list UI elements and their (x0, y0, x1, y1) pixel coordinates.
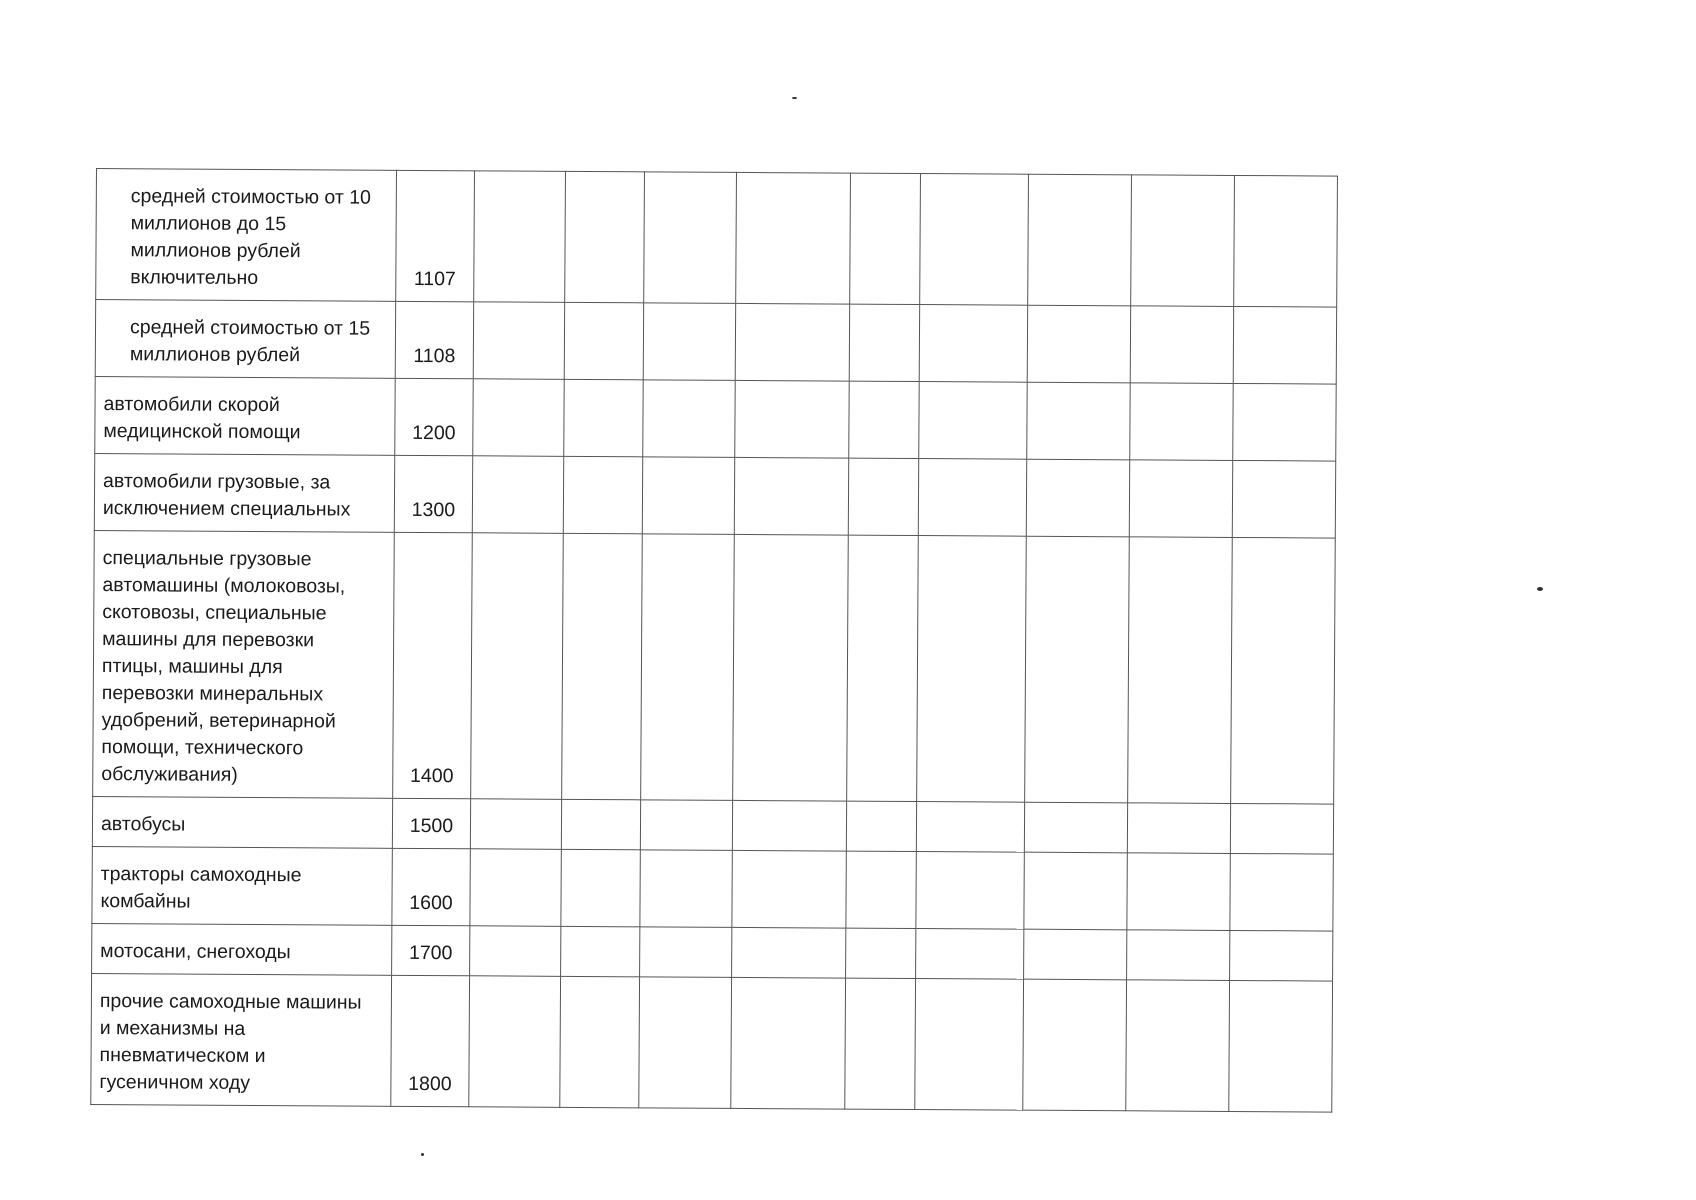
row-label-cell (92, 796, 392, 848)
row-code: 1300 (394, 455, 472, 532)
empty-cell (732, 850, 846, 928)
row-label: автобусы (100, 813, 186, 836)
empty-cell (919, 305, 1027, 383)
empty-cell (735, 303, 849, 381)
empty-cell (846, 801, 916, 851)
empty-cell (920, 174, 1029, 306)
empty-cell (847, 535, 919, 801)
row-label-cell (92, 923, 392, 975)
empty-cell (640, 800, 732, 851)
empty-cell (1127, 930, 1230, 981)
empty-cell (1028, 174, 1132, 306)
row-code: 1700 (392, 925, 470, 975)
row-label-cell (92, 846, 392, 925)
empty-cell (642, 457, 734, 535)
empty-cell (919, 382, 1027, 460)
empty-cell (845, 978, 916, 1109)
empty-cell (643, 303, 735, 381)
empty-cell (1026, 459, 1129, 537)
row-label-cell (94, 453, 394, 532)
row-label: средней стоимостью от 10 миллионов до 15 миллионов рублей включительно (130, 185, 372, 289)
empty-cell (562, 533, 643, 799)
empty-cell (734, 457, 848, 535)
empty-cell (641, 534, 735, 801)
vehicle-table (90, 168, 1338, 1113)
empty-cell (735, 380, 849, 458)
empty-cell (1231, 537, 1336, 804)
empty-cell (473, 379, 564, 457)
empty-cell (1024, 802, 1127, 853)
empty-cell (474, 171, 566, 303)
row-code: 1500 (392, 798, 470, 848)
row-code: 1600 (392, 848, 470, 925)
empty-cell (1129, 460, 1232, 538)
row-label: тракторы самоходные комбайны (100, 863, 302, 913)
empty-cell (916, 929, 1024, 980)
empty-cell (561, 799, 640, 849)
empty-cell (1130, 306, 1233, 384)
empty-cell (473, 302, 564, 380)
empty-cell (1127, 803, 1230, 854)
empty-cell (1127, 853, 1230, 931)
table-row (93, 530, 1336, 804)
table-row (92, 923, 1333, 981)
empty-cell (560, 976, 640, 1107)
row-label: специальные грузовые автомашины (молоковозы, скотовозы, специальные машины для перевозки птицы, машины для перевозки минеральных удобрений, ветеринарной помощи, технического обслуживания) (101, 547, 346, 786)
empty-cell (1128, 537, 1233, 804)
row-code: 1108 (395, 301, 473, 378)
table-row (92, 796, 1333, 854)
empty-cell (1230, 930, 1333, 981)
row-label: автомобили грузовые, за исключением специальных (102, 470, 351, 521)
empty-cell (564, 379, 643, 456)
empty-cell (1025, 536, 1130, 803)
empty-cell (640, 850, 732, 928)
empty-cell (846, 928, 916, 978)
empty-cell (1230, 803, 1333, 854)
empty-cell (640, 927, 732, 978)
empty-cell (1024, 852, 1127, 930)
empty-cell (733, 534, 849, 801)
row-label: прочие самоходные машины и механизмы на пневматическом и гусеничном ходу (99, 990, 362, 1094)
row-code: 1107 (396, 170, 475, 301)
empty-cell (1027, 305, 1130, 383)
row-label: средней стоимостью от 15 миллионов рублей (129, 316, 371, 367)
empty-cell (849, 381, 919, 458)
empty-cell (917, 536, 1027, 803)
row-code: 1800 (391, 975, 470, 1106)
row-code: 1400 (393, 532, 473, 798)
empty-cell (731, 977, 846, 1109)
empty-cell (564, 302, 643, 379)
empty-cell (850, 173, 921, 304)
table-row (91, 973, 1333, 1112)
scan-speck (792, 97, 797, 99)
empty-cell (471, 533, 564, 800)
empty-cell (1024, 929, 1127, 980)
table-row (94, 453, 1335, 538)
empty-cell (1027, 382, 1130, 460)
empty-cell (1232, 460, 1335, 538)
empty-cell (1131, 175, 1235, 307)
empty-cell (915, 979, 1024, 1111)
row-label-cell (96, 169, 397, 302)
row-label-cell (93, 530, 395, 798)
empty-cell (470, 926, 561, 977)
scan-speck (421, 1153, 424, 1156)
empty-cell (644, 172, 737, 304)
row-label-cell (95, 376, 395, 455)
empty-cell (732, 800, 846, 851)
empty-cell (736, 172, 851, 304)
empty-cell (1233, 306, 1336, 384)
table-body (91, 169, 1338, 1113)
empty-cell (1023, 979, 1127, 1111)
table-row (92, 846, 1333, 931)
scan-speck (1537, 587, 1543, 591)
empty-cell (732, 927, 846, 978)
table-row (96, 169, 1338, 308)
empty-cell (561, 849, 640, 926)
empty-cell (916, 802, 1024, 853)
empty-cell (916, 852, 1024, 930)
empty-cell (563, 456, 642, 533)
row-code: 1200 (395, 378, 473, 455)
table-row (95, 376, 1336, 461)
empty-cell (1126, 980, 1230, 1112)
empty-cell (643, 380, 735, 458)
empty-cell (848, 458, 918, 535)
empty-cell (470, 799, 561, 850)
table-row (95, 300, 1336, 385)
row-label-cell (91, 973, 392, 1106)
row-label: автомобили скорой медицинской помощи (103, 393, 301, 444)
empty-cell (469, 976, 561, 1108)
empty-cell (1229, 980, 1333, 1112)
empty-cell (565, 171, 645, 302)
empty-cell (472, 456, 563, 534)
row-label: мотосани, снегоходы (100, 940, 291, 964)
empty-cell (1230, 853, 1333, 931)
empty-cell (561, 926, 640, 976)
empty-cell (1130, 383, 1233, 461)
empty-cell (849, 304, 919, 381)
empty-cell (846, 851, 916, 928)
row-label-cell (95, 300, 395, 379)
empty-cell (470, 849, 561, 927)
empty-cell (918, 459, 1026, 537)
empty-cell (1233, 383, 1336, 461)
empty-cell (1234, 175, 1338, 307)
empty-cell (639, 977, 732, 1109)
